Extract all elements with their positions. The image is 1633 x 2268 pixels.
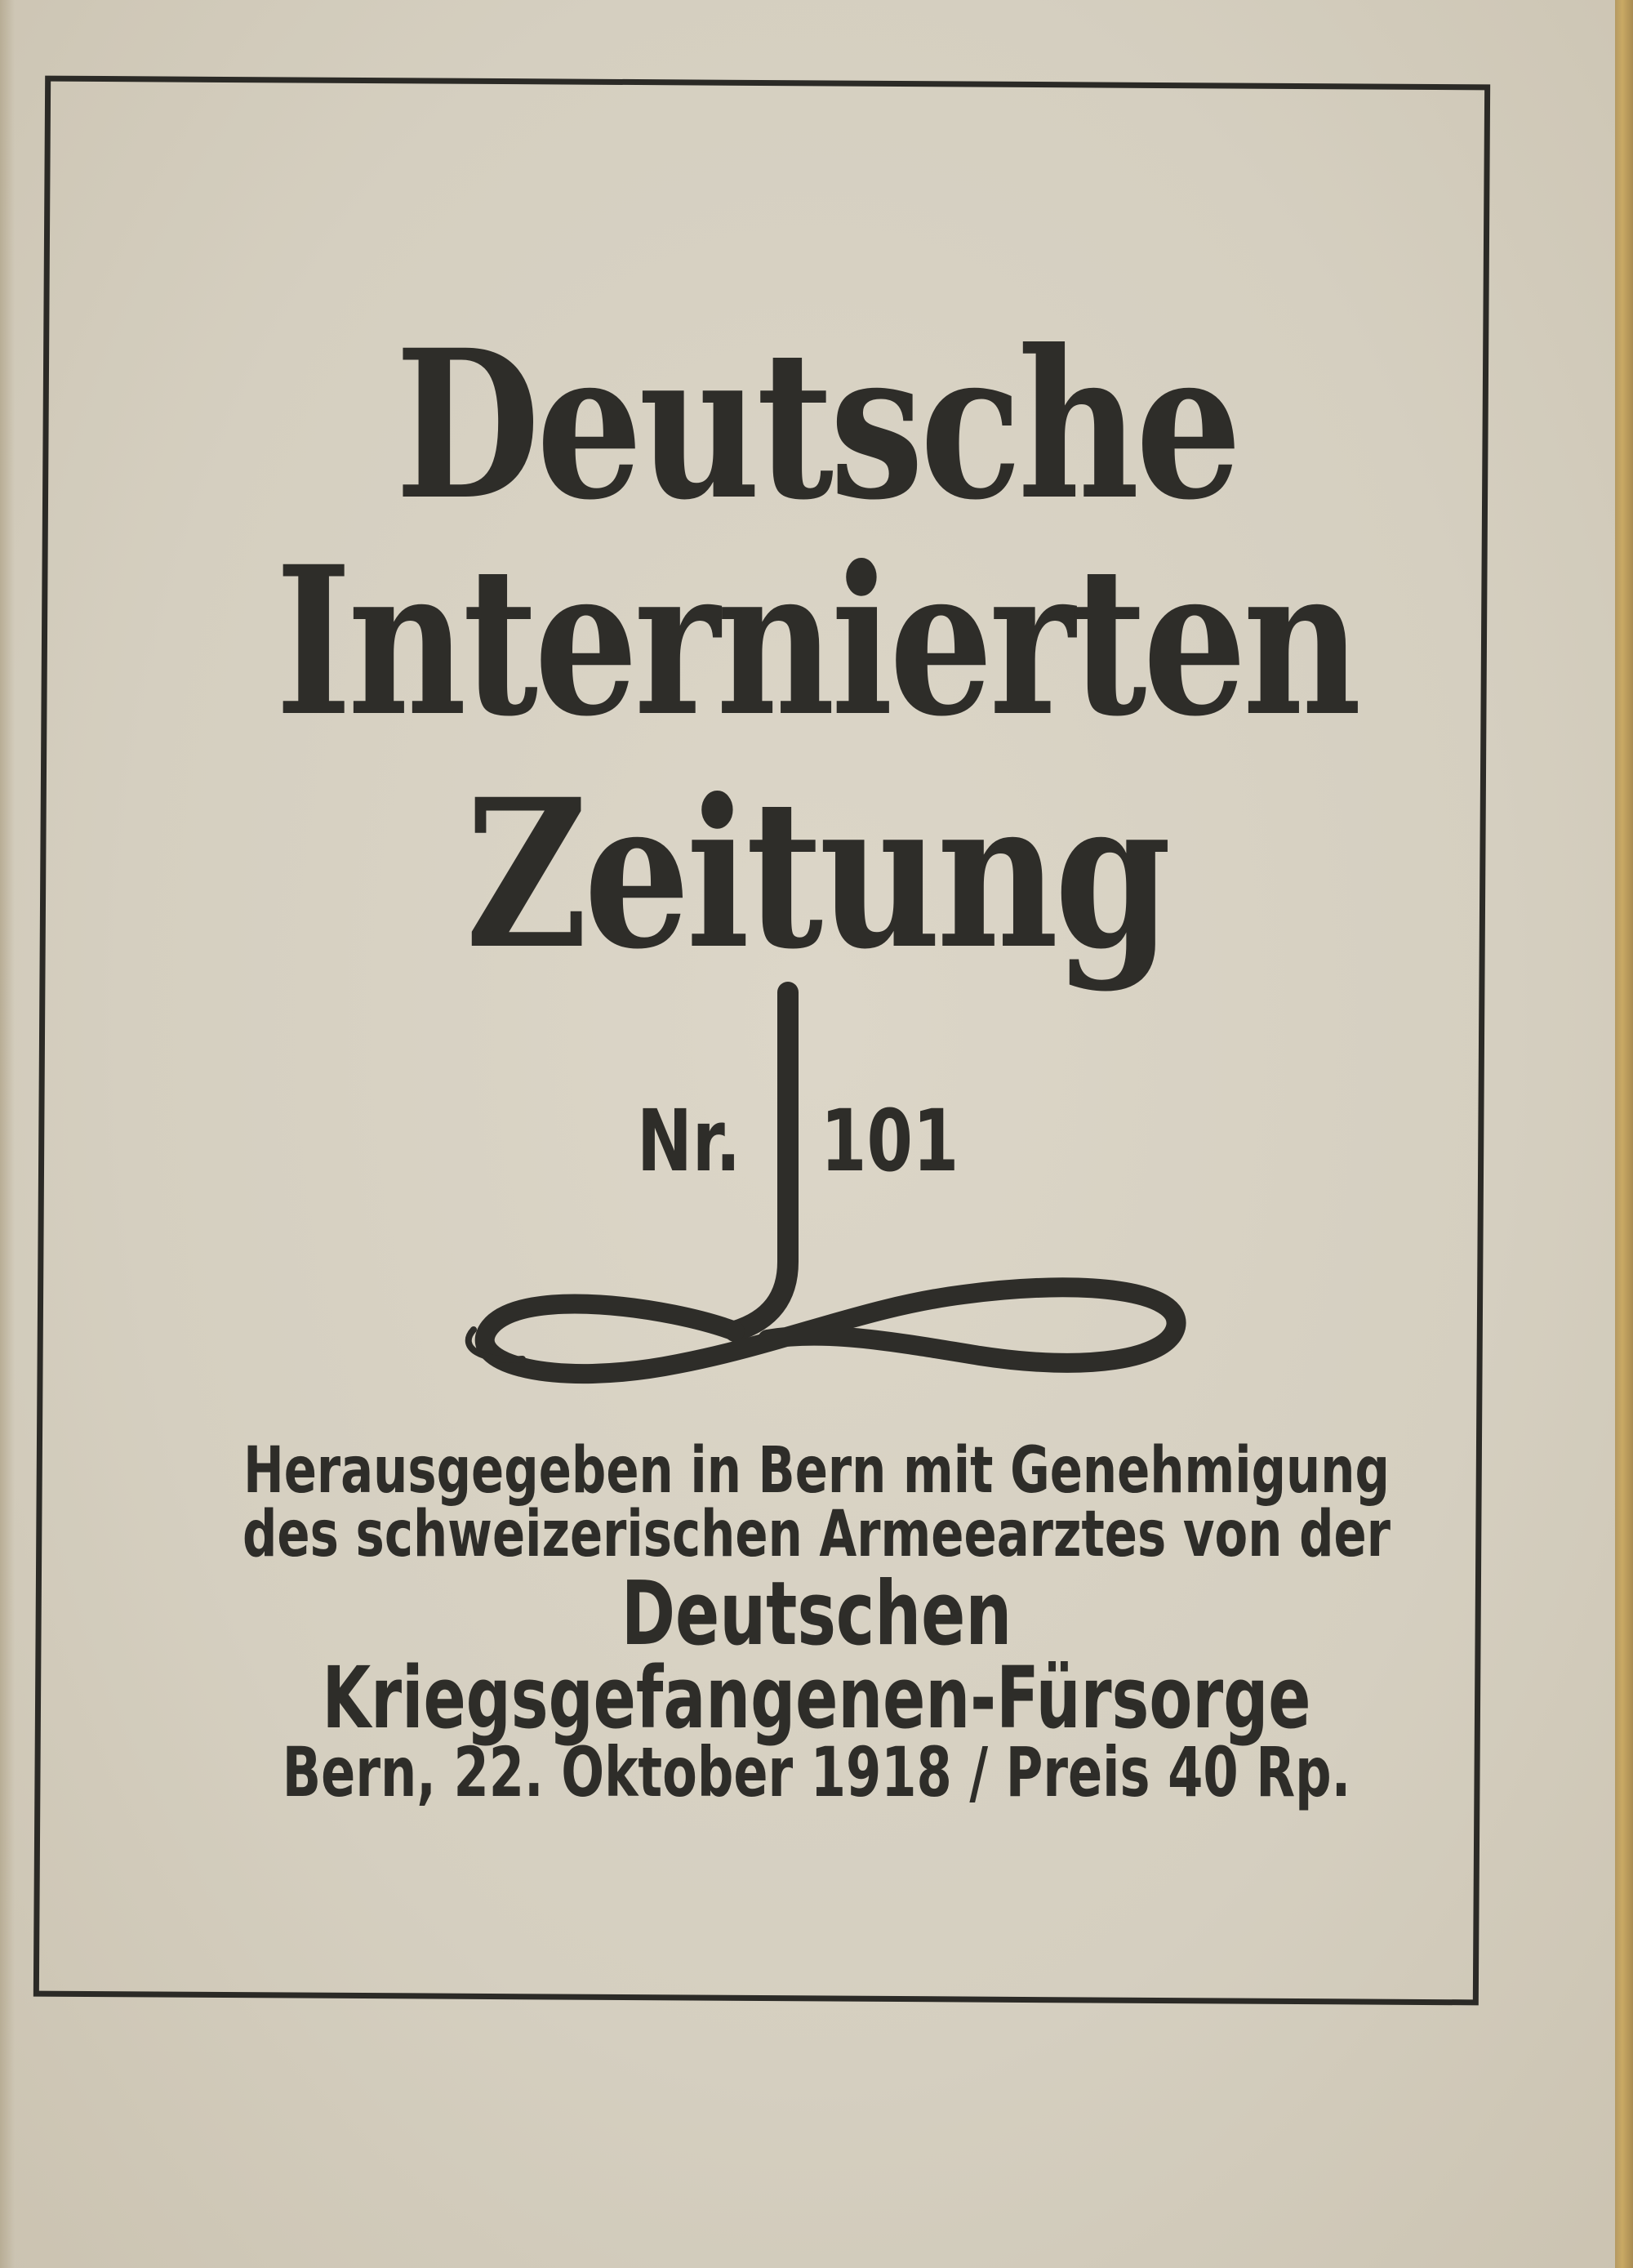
title-line-zeitung: Zeitung [465,754,1168,994]
page-edge-strip [1615,0,1633,2268]
publisher-line-2: des schweizerischen Armeearztes von der [243,1498,1390,1571]
issue-label: Nr. [637,1091,741,1191]
title-line-deutsche: Deutsche [394,305,1239,545]
left-page-shadow [0,0,15,2268]
publisher-line-4: Kriegsgefangenen-Fürsorge [322,1648,1311,1748]
title-line-internierten: Internierten [275,521,1358,761]
date-and-price-line: Bern, 22. Oktober 1918 / Preis 40 Rp. [282,1732,1351,1812]
publisher-line-3: Deutschen [621,1563,1012,1665]
issue-number: 101 [821,1091,959,1191]
publisher-line-1: Herausgegeben in Bern mit Genehmigung [243,1434,1390,1508]
